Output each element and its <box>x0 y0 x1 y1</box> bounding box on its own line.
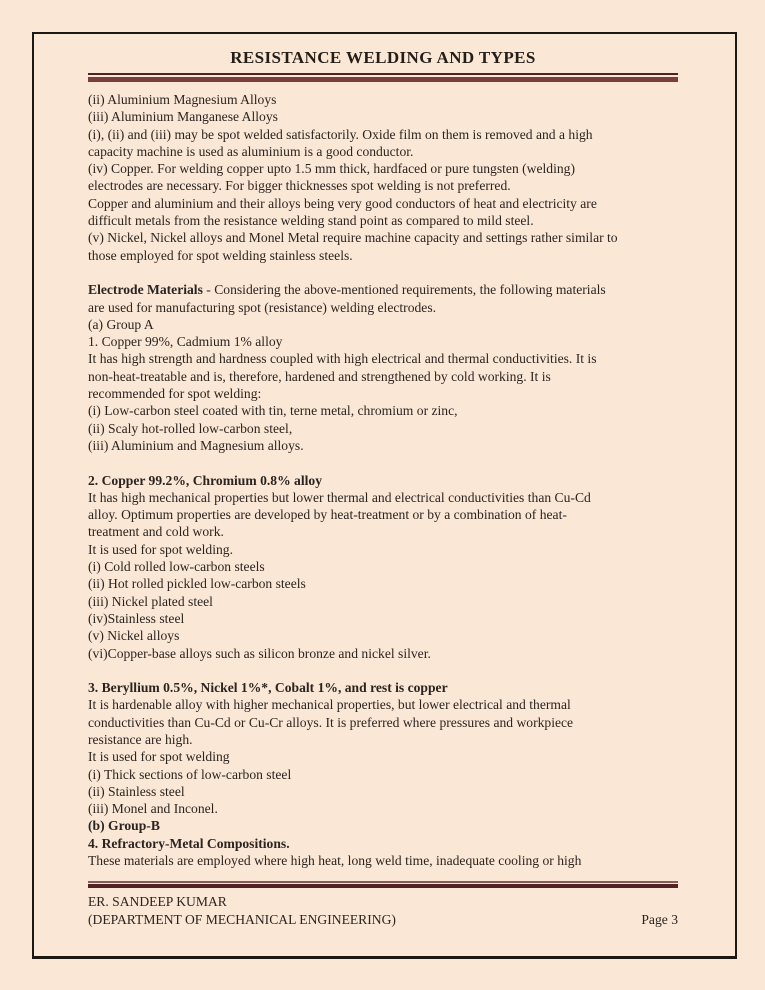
text-run: (i), (ii) and (iii) may be spot welded satisfactorily. Oxide film on them is removed and a high <box>88 126 593 142</box>
footer-author: ER. SANDEEP KUMAR <box>88 894 227 910</box>
footer-rule-thick-line <box>88 884 678 888</box>
text-run: resistance are high. <box>88 731 193 747</box>
body-line <box>88 852 678 869</box>
text-run: 1. Copper 99%, Cadmium 1% alloy <box>88 334 283 350</box>
text-run: electrodes are necessary. For bigger thicknesses spot welding is not preferred. <box>88 178 511 194</box>
text-run: (v) Nickel, Nickel alloys and Monel Metal require machine capacity and settings rather similar to <box>88 230 618 246</box>
page-frame <box>32 32 737 959</box>
body-line <box>88 195 678 212</box>
body-line <box>88 472 678 489</box>
body-line <box>88 212 678 229</box>
body-line <box>88 679 678 696</box>
body-line <box>88 800 678 817</box>
body-line <box>88 350 678 367</box>
body-line <box>88 645 678 662</box>
body-line <box>88 627 678 644</box>
body-line <box>88 385 678 402</box>
body-line <box>88 714 678 731</box>
text-run: (vi)Copper-base alloys such as silicon bronze and nickel silver. <box>88 645 431 661</box>
text-run: These materials are employed where high heat, long weld time, inadequate cooling or high <box>88 853 582 869</box>
body-line <box>88 368 678 385</box>
title-rule <box>88 73 678 82</box>
text-run: difficult metals from the resistance welding stand point as compared to mild steel. <box>88 213 534 229</box>
text-run: (iv) Copper. For welding copper upto 1.5 mm thick, hardfaced or pure tungsten (welding) <box>88 161 575 177</box>
body-text <box>88 91 678 869</box>
body-line <box>88 731 678 748</box>
text-run: (ii) Hot rolled pickled low-carbon steels <box>88 576 306 592</box>
body-line <box>88 316 678 333</box>
text-run: - Considering the above-mentioned requirements, the following materials <box>202 282 606 298</box>
body-line <box>88 541 678 558</box>
body-line <box>88 108 678 125</box>
text-run: (iii) Monel and Inconel. <box>88 801 218 817</box>
page-title: RESISTANCE WELDING AND TYPES <box>230 48 536 67</box>
text-run: (ii) Stainless steel <box>88 783 185 799</box>
text-run: those employed for spot welding stainless steels. <box>88 247 353 263</box>
body-line <box>88 402 678 419</box>
body-line <box>88 489 678 506</box>
text-run: (ii) Scaly hot-rolled low-carbon steel, <box>88 420 293 436</box>
body-line <box>88 437 678 454</box>
body-line <box>88 281 678 298</box>
body-line <box>88 160 678 177</box>
body-line <box>88 91 678 108</box>
text-run: Copper and aluminium and their alloys being very good conductors of heat and electricity are <box>88 195 597 211</box>
body-line <box>88 229 678 246</box>
text-run: (i) Thick sections of low-carbon steel <box>88 766 292 782</box>
text-run: (iv)Stainless steel <box>88 610 185 626</box>
text-run: (iii) Aluminium Manganese Alloys <box>88 109 278 125</box>
text-run: (ii) Aluminium Magnesium Alloys <box>88 92 277 107</box>
body-line <box>88 835 678 852</box>
text-run: recommended for spot welding: <box>88 386 262 402</box>
text-run: It has high mechanical properties but lower thermal and electrical conductivities than Cu-Cd <box>88 489 591 505</box>
text-run: alloy. Optimum properties are developed by heat-treatment or by a combination of heat- <box>88 507 567 523</box>
body-line <box>88 696 678 713</box>
body-line <box>88 177 678 194</box>
footer-second-row <box>88 911 678 929</box>
footer-department: (DEPARTMENT OF MECHANICAL ENGINEERING) <box>88 912 396 928</box>
bold-run: (b) Group-B <box>88 818 160 834</box>
blank-line <box>88 662 678 679</box>
body-line <box>88 610 678 627</box>
text-run: are used for manufacturing spot (resistance) welding electrodes. <box>88 299 437 315</box>
body-line <box>88 593 678 610</box>
text-run: It is used for spot welding <box>88 749 230 765</box>
title-rule-thick-line <box>88 77 678 82</box>
text-run: (v) Nickel alloys <box>88 628 180 644</box>
footer-page-number: Page 3 <box>641 912 678 928</box>
text-run: It has high strength and hardness coupled with high electrical and thermal conductivities. It is <box>88 351 597 367</box>
body-line <box>88 558 678 575</box>
text-run: (iii) Nickel plated steel <box>88 593 213 609</box>
text-run: (iii) Aluminium and Magnesium alloys. <box>88 437 304 453</box>
text-run: treatment and cold work. <box>88 524 224 540</box>
text-run: It is hardenable alloy with higher mechanical properties, but lower electrical and thermal <box>88 697 571 713</box>
body-line <box>88 523 678 540</box>
body-line <box>88 575 678 592</box>
text-run: It is used for spot welding. <box>88 541 233 557</box>
text-run: (a) Group A <box>88 316 154 332</box>
body-line <box>88 333 678 350</box>
body-line <box>88 766 678 783</box>
body-line <box>88 299 678 316</box>
body-line <box>88 420 678 437</box>
bold-run: Electrode Materials <box>88 282 203 298</box>
text-run: conductivities than Cu-Cd or Cu-Cr alloys. It is preferred where pressures and workpiece <box>88 714 574 730</box>
body-line <box>88 126 678 143</box>
bold-run: 4. Refractory-Metal Compositions. <box>88 835 290 851</box>
text-run: (i) Cold rolled low-carbon steels <box>88 559 265 575</box>
body-line <box>88 506 678 523</box>
text-run: (i) Low-carbon steel coated with tin, terne metal, chromium or zinc, <box>88 403 458 419</box>
page-content <box>88 47 678 929</box>
bold-run: 2. Copper 99.2%, Chromium 0.8% alloy <box>88 472 323 488</box>
footer-rule <box>88 881 678 888</box>
body-line <box>88 143 678 160</box>
body-line <box>88 247 678 264</box>
blank-line <box>88 454 678 471</box>
body-line <box>88 817 678 834</box>
page-footer <box>88 893 678 929</box>
text-run: capacity machine is used as aluminium is a good conductor. <box>88 143 414 159</box>
bold-run: 3. Beryllium 0.5%, Nickel 1%*, Cobalt 1%, and rest is copper <box>88 680 448 696</box>
body-line <box>88 783 678 800</box>
text-run: non-heat-treatable and is, therefore, hardened and strengthened by cold working. It is <box>88 368 551 384</box>
body-line <box>88 748 678 765</box>
blank-line <box>88 264 678 281</box>
